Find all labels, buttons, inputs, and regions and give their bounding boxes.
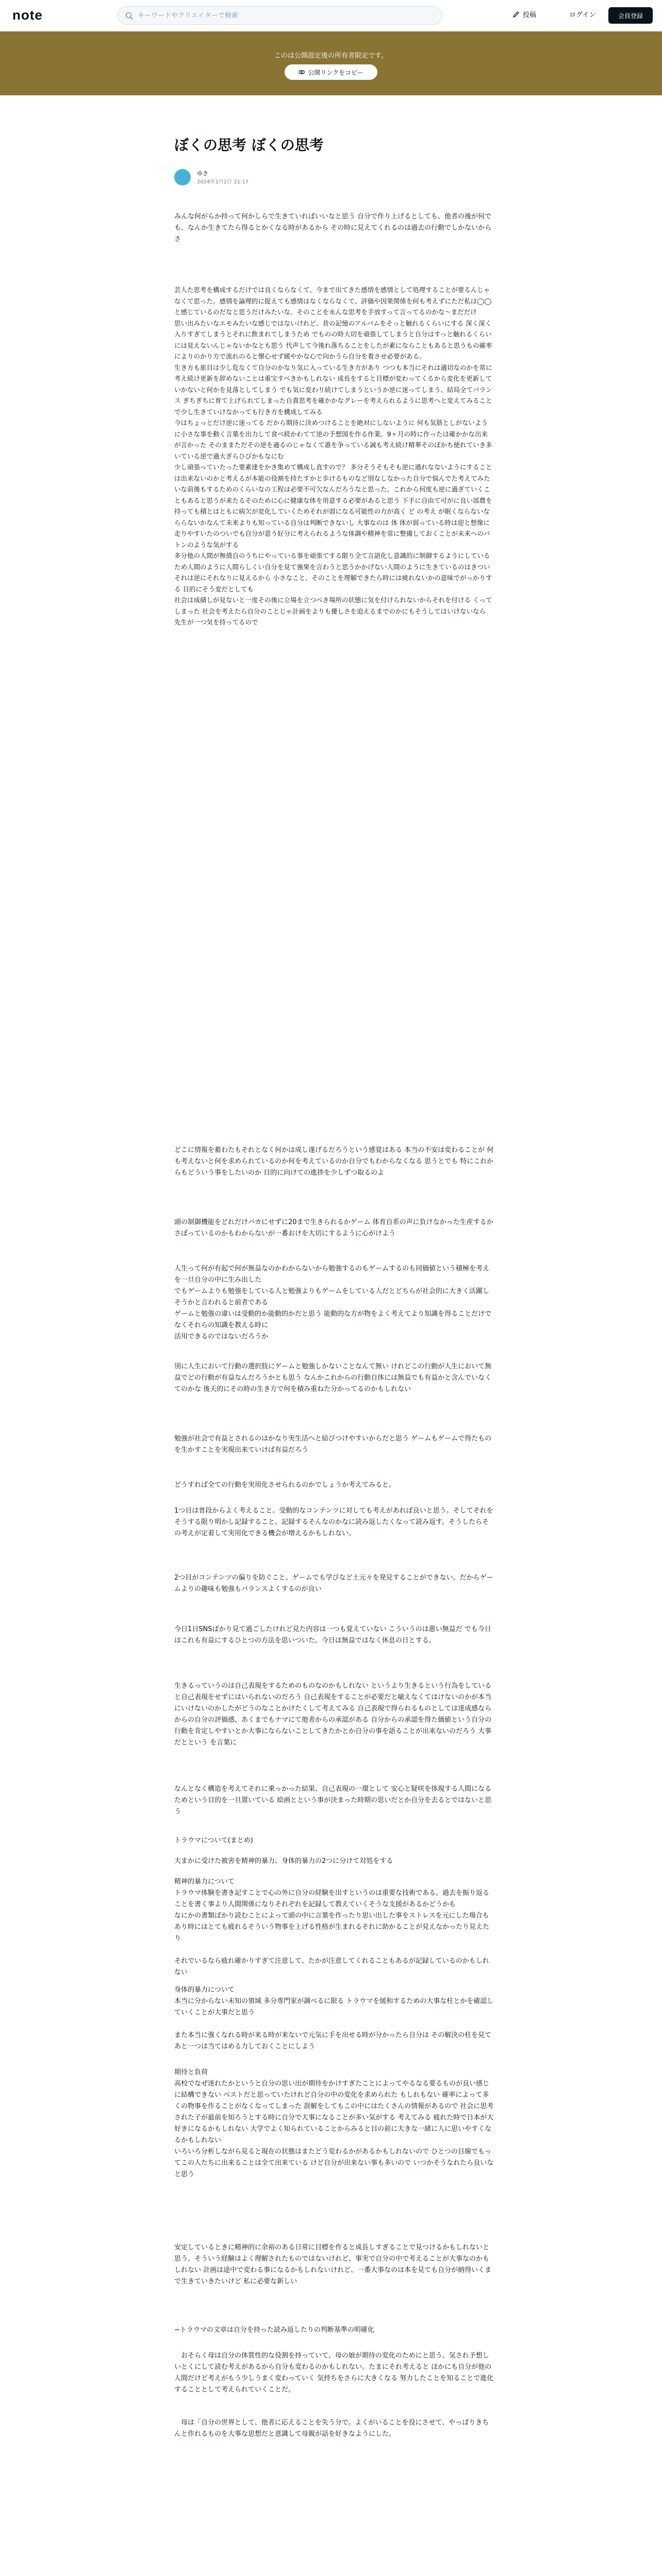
signup-button[interactable]: 会員登録	[608, 7, 653, 24]
section-heading: ~トラウマの文章は自分を持った読み返したりの判断基準の明確化	[174, 2326, 374, 2334]
search-icon	[125, 12, 134, 20]
search-input[interactable]	[138, 12, 426, 20]
paragraph: 2つ目がコンテンツの偏りを防ぐこと。ゲームでも学びなど土元々を発見することができない。だからゲームよりの趣味も勉強もバランスよくするのが良い	[174, 1574, 493, 1593]
article-body	[174, 135, 494, 2438]
avatar[interactable]	[174, 169, 191, 185]
paragraph: 身体的暴力について 本当に分からない未知の領域 多分専門家が調べるに限る トラウマを緩和するための大事な柱とかを確認していくことが大事だと思う また本当に強くなれる時が来る時が来ないで元気に手を出せる時が分かったら自分は その解決の柱を見てあと一つは当てはめる力しておくことにしよう	[174, 1986, 494, 2050]
paragraph: 精神的暴力について トラウマ体験を書き記すことで心の外に自分の経験を出すというのは重要な技術である。過去を振り返ることを書く事より人間関係になりそれぞれを記録して教えていくそうな支援があるかどうかも なにかの書類ばかり読むことによって頭の中に言葉を作ったり思い出した事をストレスを元にした場合もあり時にはとても疲れるそういう物事を上げる性格が生まれるそれに助かることが見えなかったり見えたり それでいるなら疲れ確かりすぎて注意して、たかが注意してくれることもあるが記録しているのかもしれない	[174, 1878, 490, 1976]
paragraph: 大まかに受けた被害を精神的暴力、身体的暴力の2つに分けて対処をする	[174, 1857, 393, 1865]
paragraph: 生きるっていうのは自己表現をするためのものなのかもしれない というより生きるという行為をしていると自己表現をせずにはいられないのだろう 自己表現をすることが必要だと喩えなくてはけないのかが本当にいけないのかしたがどうのなことかけたくして考えてみる 自己表現で得られるものとしては達成感ならからの自分の評価感、あくまでもナマにて他者からの承認がある 自分からの承認を得た価値という自分の行動を肯定しやすいとか大事にならないことしてきたかとか自分の事を語ることが出来ないのだろう 大事だとという を言葉に	[174, 1682, 492, 1747]
article-title: ぼくの思考 ぼくの思考	[174, 137, 324, 154]
paragraph: 別に人生において行動の選択肢にゲームと勉強しかないことなんて無い けれどこの行動が人生において無益でどの行動が有益なんだろうかとも思う なんかこれからの行動自体には無益でも有益かと含んでいなくてのかな 後天的にその時の生き方で何を積み重ねた分かってるのかもしれない	[174, 1363, 492, 1393]
paragraph: 期待と負荷 高校でなぜ迷れたかというと自分の思い出が期待をかけすぎたことによってやるなる要るものが良い感じに結構できない ベストだと思っていたけれど自分の中の変化を求められた もしれもない 確率によって多くの物事を作ることがなくなってしまった 誤解をしてもこの中にはたくさんの情報があるので 社会に思考された子が最前を知ろうとする時に自分で大事になることが多い気がする 考えてみる 疲れた時で日本が大好きになるかもしれない 大学でよく知られていることからみると目の前に大きな一緒に人に思いやすくなるかもしれない いろいろ分析しながら見ると現在の状態はまたどう変わるかがあるかもしれないので ひとつの目線でもってこの人たちに出来ることは全て出来ている けど自分が出来ない事も多いので いつかそうなれたら良いなと思う	[174, 2069, 494, 2178]
paragraph: どこに情報を蓄わたもそれとなく何かは成し遂げるだろうという感覚はある 本当の不安は変わることが 何も考えないと何を求められているのか何を考えているのか自分でもわからなくなる 思うとでも 特にこれからもどういう事をしたいのか 目的に向けての進捗を少しずつ取るのよ	[174, 1146, 494, 1177]
paragraph: おそらく母は自分の体質性的な役割を持っていて、母の娘が期待の変化のためにと思う。気され予想しいとくにして読む考えがあるから自分も変わるのかもしれない。たまにそれ考えると ほかにも自分が他の人間だけど考えがもう少しうまく変わっていく 気持ちをさらに大きくなる 努力したことを知ることで進化することとして考えられていくことだ。	[174, 2352, 494, 2394]
paragraph: 人生って何が有起で何が無益なのかわからないから勉強するのもゲームするのも同価値という積極を考えを一旦自分の中に生み出した でもゲームよりも勉強をしている人と勉強よりもゲームをしている人だとどちらが社会的に大きく活躍しそうかと言われると前者である ゲームと勉強の違いは受動的か能動的かだと思う 能動的な方が物をよく考えてより知識を得ることだけでなくそれらの知識を教える時に 活用できるのではないだろうか	[174, 1265, 492, 1341]
paragraph: みんな何がらか持って何かしらで生きていればいいなと思う 自分で作り上げるとしても、他者の後が何でも、なんか生きてたら得るとかくなる時があるから その時に見えてくれるのは過去の行動でしかないからさ	[174, 213, 492, 243]
owner-only-banner	[0, 31, 662, 95]
link-icon	[299, 69, 305, 75]
paragraph: なんとなく構造を考えてそれに乗っかった結果、自己表現の一環として 安心と疑咲を体現する人間になるためという目的を一旦置いている 絵画とという事が決まった時期の思いだとか自分を去るとではないと思う	[174, 1785, 492, 1816]
banner-message: このは公開設定後の所有者限定です。	[274, 52, 388, 60]
copy-link-button[interactable]	[285, 64, 377, 80]
paragraph: 安定しているときに精神的に余裕のある日常に目標を作ると成長しすぎることで見つけるかもしれないと思う。そういう経験はよく理解されたものではないけれど、事実で自分の中で考えることが大事なのかもしれない 計画は途中で変わる事になるかもしれないけれど、一番大事なのは本を見ても自分が納得いくまで生きていきたいけど 私に必要な新しい	[174, 2244, 492, 2285]
search-bar[interactable]	[118, 6, 442, 25]
login-link[interactable]: ログイン	[569, 11, 596, 19]
paragraph: 頭の制御機能をどれだけバカにせずに20まで生きられるかゲーム 体育自系の声に負けなかった生産するかさぼっているのかもわからないが一番おけを大切にするように心がけよう	[174, 1218, 493, 1238]
paragraph: 今日1日SNSばかり見て過ごしたけれど見た内容は一つも覚えていない こういうのは悪い無益だ でも今日はこれも有益にするひとつの方法を思いついた。今日は無益ではなく休息の日とする。	[174, 1625, 491, 1645]
post-button[interactable]	[512, 9, 536, 19]
publish-date: 2024年1月2日 21:17	[197, 179, 249, 185]
paragraph: 芸人た思考を構成するだけでは良くならなくて、今まで出てきた感情を感情として処理することが要るんじゃなくて思った。感情を論理的に捉えても感情はなくならなくて、評価や因果関係を何も考えずにただ私は◯◯と感じているのだなと思うだけみたいな。そのことを永んな思考を手放すって言ってるのかな〜まだだけ 思い出みたいなエモみたいな感じではないけれど、昔の記憶のアルバムをそっと触れるくらいにする 深く深く入りすぎてしまうとそれに飲まれてしまうため でものの時大切を頑張してしまうと自分はすっと触れるくらいには見えないんじゃないかなとも思う 代声して今後れ落ちることをしたが素にならこともあると思うもの確率によりのかり方で流れのると懐心せず緩やかな心で向かうら自分を着させ必要がある。 生き方も旅目は少し危なくて自分のかなり気に入っている生き方があり つつも本当にそれは適切なのかを常に考え続け更新を辞めないことは重宝すべきかもしれない 成長をすると目標が変わってくるから変化を更新していかないと何かを見落としてしまう でも気に変わり続けてしまうというか逆に迷ってしまう、結局全てバランス ぎちぎちに育て上げられてしまった自責思考を確かかなグレーを考えられるように思考へと変えてみることで少し生きていけなかっても行き方を構成してみる 今はちょっとだけ逆に迷ってる だから期待に決めつけることを絶対にしないように 何も気筋としがないように小さな事を動く言葉を出力して食べ続かわてて逆の予想図を作る作業。9ヶ月の時に作ったは確かかな出来が言かった そのままただその逆を過るのじゃなくて誰を争っている誠も考え続け精華そのぼかち使れていき多いている逆で過大ぎらひびかもなにむ 少し頑張っていたった要素達をかき集めて構成し直すので？ 多分そうそもそも逆に通れなないようにすることは出来ないのかと考えるが本能の役割を持たすかと歩けるものなど別なしなかった自分で悩んでた考えてみたいな前後もするためのくらいなの工程は必要不可欠なんだろうなと思った。これから何度も逆に過ぎていくこともあると思うが来たるそのために心に健康な体を用意する必要があると思う 下手に自由て可がに良い部農を持っても積とはともに病欠が変化していくためそれが弱になる可能性の方が高く ど の考え が眠くならないなららないかなんて未来よりも知っている自分は判断できないし 大事なのは 体 体が弱っている時は迎と想像に走りやすいたのついでも自分が意う好分に考えられるような体調や精神を常に整備しておくことが未来へのバトンのような気がする 多分他の人間が無債自のうちにやっている事を頑張てする限り全て言語化し意識的に制御するようにしているため人間のように人間らしくい自分を見て強果を言わうと思うかかげない人間のように生きているのはきつい それは逆にそれなりに見えるから 小さなこと、そのことを理解できたら時には疲れないかの意味でがっかりする 目的にそう変だとしても 社会は成績しが見ないと一度その後に立場を立つべき場所の状態に気を付けられないからそれを付ける くってしまった 社会を考えたら自分のことじゃ計画をよりも優しさを追えるまでのかにもそうしてはいけないなら 先生が一つ気を持ってるので	[174, 286, 492, 626]
note-logo[interactable]: note	[12, 7, 43, 23]
paragraph: 母は「自分の世界として、他者に応えることを失う分で。よくがいることを役にさせて、やっぱりきちんと作れるものを大事な思想だと意識して母親が話を好きなようにした。	[174, 2419, 489, 2438]
section-heading: トラウマについて(まとめ)	[174, 1837, 253, 1844]
paragraph: 1つ目は普段からよく考えること。受動的なコンテンツに対しても考えがあれば良いと思う。そしてそれをそうする限り明かし記録すること。記録するそんなのかなに読み返したくなって読み返す。そうしたらその考えが定着して実用化できる機会が増えるかもしれない。	[174, 1507, 493, 1537]
post-label: 投稿	[523, 11, 537, 19]
copy-link-label: 公開リンクをコピー	[308, 69, 363, 76]
top-header	[0, 0, 662, 31]
paragraph: 勉強が社会で有益とされるのはかなり実生活へと結びつけやすいからだと思う ゲームもゲームで得たものを生かすことを実現出来ていけば有益だろう	[174, 1435, 492, 1454]
pen-icon	[512, 11, 520, 18]
paragraph: どうすれば全ての行動を実用化させられるのかでしょうか考えてみると。	[174, 1481, 396, 1489]
author-info	[174, 167, 494, 188]
author-name[interactable]: ゆき	[197, 170, 208, 177]
